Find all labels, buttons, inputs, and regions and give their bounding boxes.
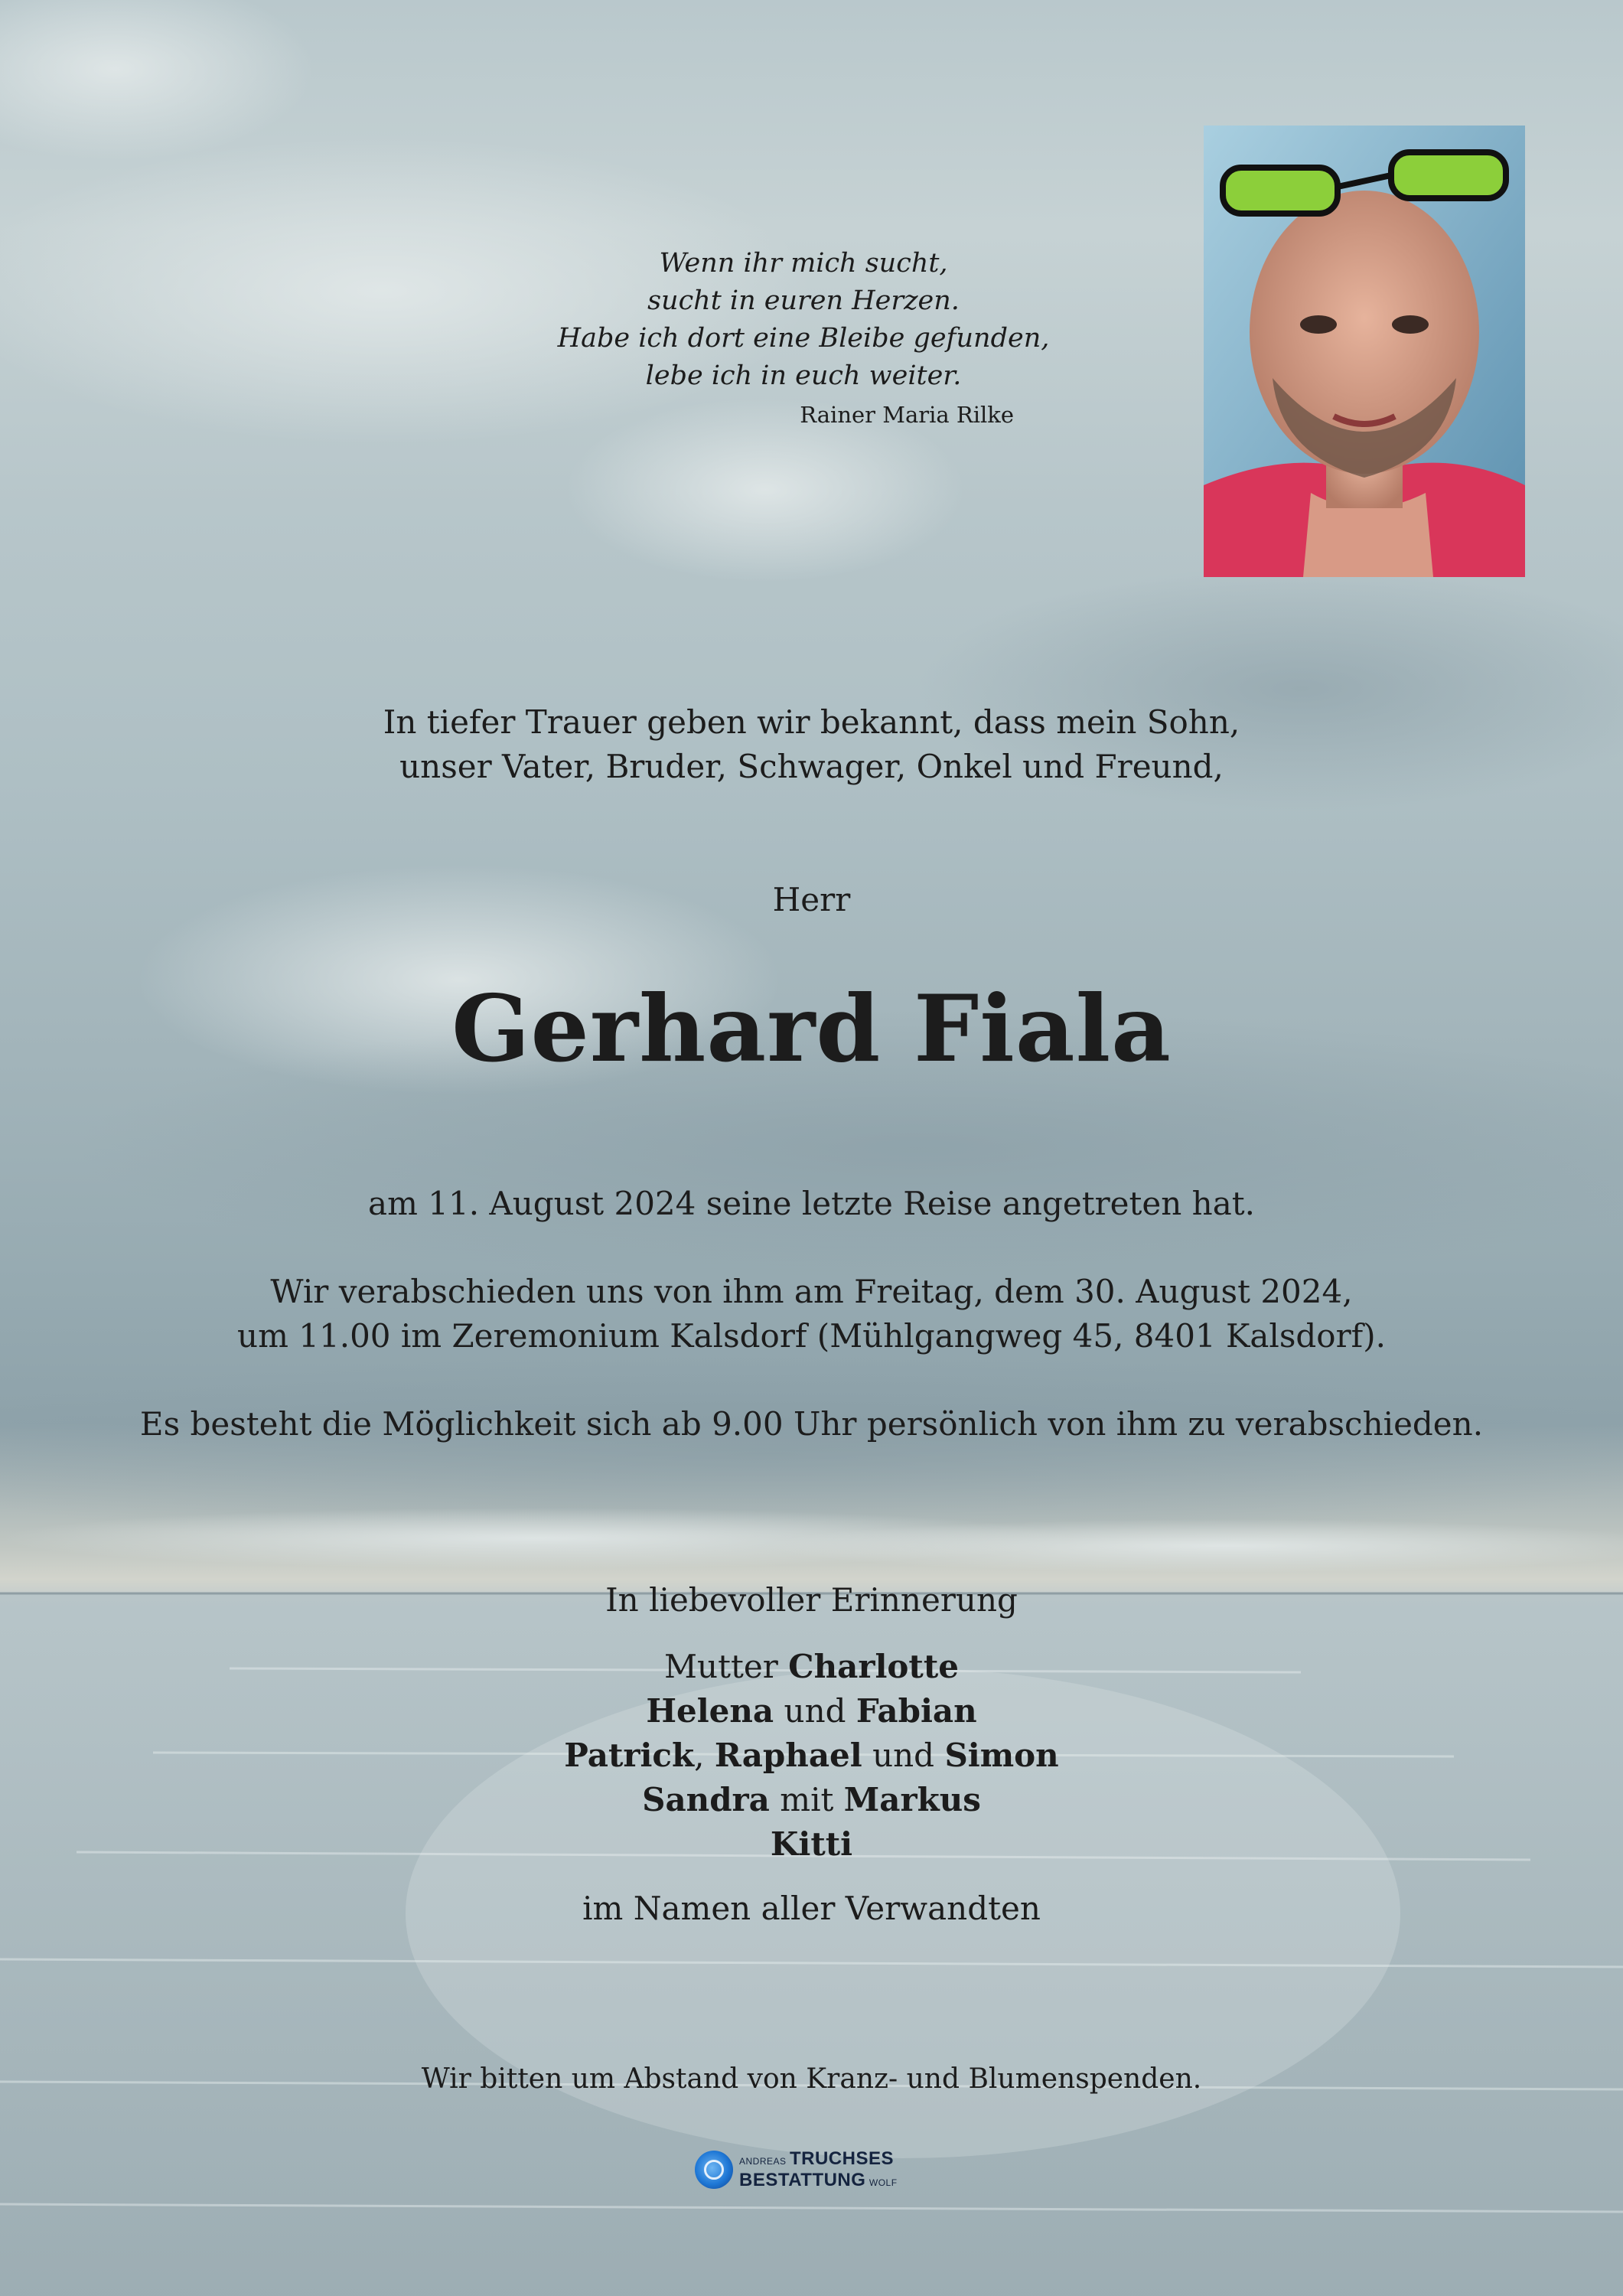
logo-big-top: TRUCHSES [789, 2148, 894, 2169]
mourner-name: Fabian [855, 1692, 977, 1730]
mourner-name: Kitti [770, 1825, 853, 1863]
announcement-intro [46, 700, 1577, 789]
intro-line: unser Vater, Bruder, Schwager, Onkel und Freund, [399, 748, 1224, 785]
mourner-name: Helena [646, 1692, 774, 1730]
joiner-word: mit [780, 1781, 834, 1818]
joiner-word: und [784, 1692, 846, 1730]
mourner-row [46, 1733, 1577, 1778]
mourner-name: Markus [843, 1781, 981, 1818]
logo-row-top [739, 2148, 894, 2170]
logo-big-bottom: BESTATTUNG [739, 2170, 866, 2190]
relatives-closing: im Namen aller Verwandten [582, 1890, 1041, 1927]
funeral-location-line: um 11.00 im Zeremonium Kalsdorf (Mühlgangweg 45, 8401 Kalsdorf). [237, 1317, 1386, 1355]
viewing-note: Es besteht die Möglichkeit sich ab 9.00 Uhr persönlich von ihm zu verabschieden. [139, 1405, 1484, 1443]
separator: , [694, 1737, 705, 1774]
mourner-row [46, 1778, 1577, 1822]
memorial-poem [536, 245, 1071, 395]
deceased-name: Gerhard Fiala [451, 975, 1172, 1083]
poem-line: lebe ich in euch weiter. [645, 360, 962, 391]
relation-label: Mutter [664, 1648, 778, 1685]
honorific: Herr [772, 881, 851, 918]
mourners-heading: In liebevoller Erinnerung [605, 1581, 1018, 1619]
poem-author: Rainer Maria Rilke [800, 402, 1014, 428]
mourners-list [46, 1645, 1577, 1867]
joiner-word: und [872, 1737, 935, 1774]
mourner-row [46, 1822, 1577, 1867]
mourner-name: Sandra [642, 1781, 770, 1818]
intro-line: In tiefer Trauer geben wir bekannt, dass mein Sohn, [383, 703, 1240, 741]
logo-small-top: ANDREAS [739, 2156, 787, 2167]
poem-line: Wenn ihr mich sucht, [659, 248, 948, 279]
funeral-details [46, 1270, 1577, 1358]
blue-orb-logo-icon [695, 2151, 733, 2189]
funeral-home-logo [695, 2147, 932, 2194]
portrait-photo [1204, 126, 1525, 577]
death-notice: am 11. August 2024 seine letzte Reise angetreten hat. [368, 1185, 1255, 1222]
logo-row-bottom [739, 2170, 898, 2191]
logo-small-bottom: WOLF [869, 2177, 898, 2188]
poem-line: sucht in euren Herzen. [647, 285, 960, 316]
funeral-date-line: Wir verabschieden uns von ihm am Freitag, dem 30. August 2024, [270, 1273, 1353, 1310]
mourner-row [46, 1645, 1577, 1689]
mourner-name: Patrick [564, 1737, 695, 1774]
mourner-name: Simon [944, 1737, 1059, 1774]
portrait-illustration [1204, 126, 1525, 577]
mourner-name: Charlotte [788, 1648, 959, 1685]
flowers-note: Wir bitten um Abstand von Kranz- und Blumenspenden. [421, 2063, 1202, 2095]
mourner-name: Raphael [714, 1737, 862, 1774]
mourner-row [46, 1689, 1577, 1733]
poem-line: Habe ich dort eine Bleibe gefunden, [557, 323, 1050, 354]
